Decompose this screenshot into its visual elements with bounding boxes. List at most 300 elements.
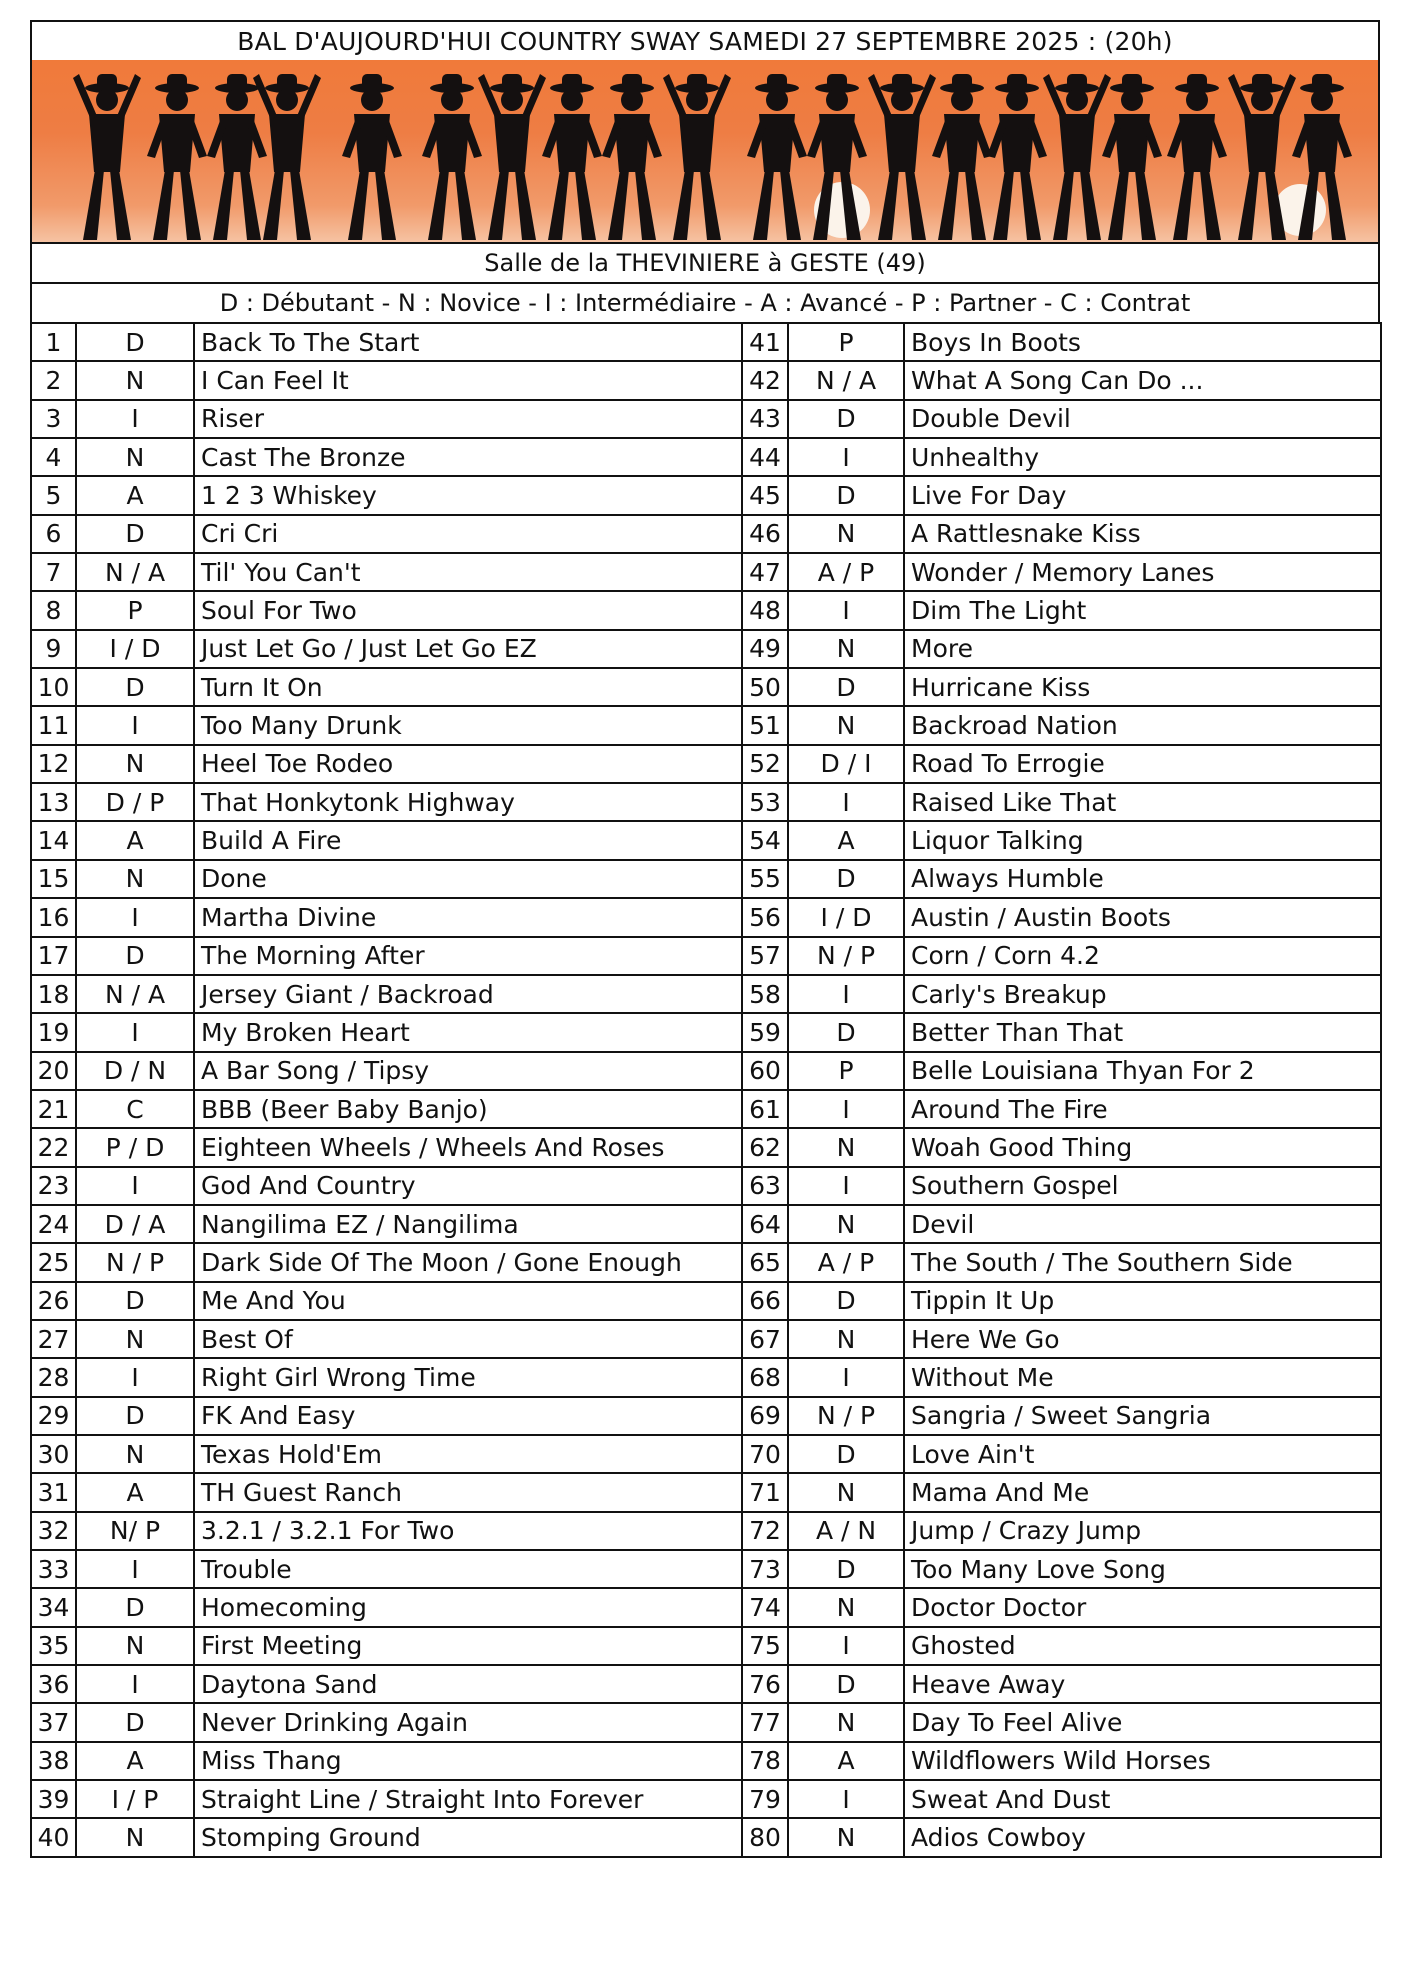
dance-number: 17 xyxy=(31,937,76,975)
table-row xyxy=(31,1550,1381,1588)
dance-number: 16 xyxy=(31,898,76,936)
dance-number: 35 xyxy=(31,1627,76,1665)
dance-title: God And Country xyxy=(194,1167,742,1205)
dance-title: Too Many Drunk xyxy=(194,706,742,744)
dance-level: D xyxy=(788,860,904,898)
dance-number: 60 xyxy=(742,1052,788,1090)
dance-level: I / D xyxy=(76,630,194,668)
dance-title: Martha Divine xyxy=(194,898,742,936)
dancer-silhouette-icon xyxy=(1043,74,1111,240)
dance-number: 77 xyxy=(742,1703,788,1741)
dance-level: N xyxy=(76,438,194,476)
dance-number: 19 xyxy=(31,1013,76,1051)
table-row xyxy=(31,668,1381,706)
dancer-silhouette-icon xyxy=(478,74,546,240)
dance-number: 32 xyxy=(31,1512,76,1550)
dance-title: The South / The Southern Side xyxy=(904,1243,1381,1281)
dance-level: I xyxy=(76,898,194,936)
dance-level: I xyxy=(76,1013,194,1051)
table-row xyxy=(31,1435,1381,1473)
dance-level: D xyxy=(76,1703,194,1741)
dance-title: Heel Toe Rodeo xyxy=(194,745,742,783)
dance-title: Til' You Can't xyxy=(194,553,742,591)
dance-level: N xyxy=(788,515,904,553)
dance-number: 13 xyxy=(31,783,76,821)
dance-number: 56 xyxy=(742,898,788,936)
table-row xyxy=(31,1703,1381,1741)
table-row xyxy=(31,1128,1381,1166)
dance-number: 74 xyxy=(742,1588,788,1626)
dance-level: I xyxy=(788,975,904,1013)
dance-title: Sangria / Sweet Sangria xyxy=(904,1397,1381,1435)
dance-level: N / A xyxy=(76,975,194,1013)
dance-title: Tippin It Up xyxy=(904,1282,1381,1320)
table-row xyxy=(31,361,1381,399)
banner xyxy=(30,60,1380,242)
dance-number: 73 xyxy=(742,1550,788,1588)
dance-number: 26 xyxy=(31,1282,76,1320)
table-row xyxy=(31,1167,1381,1205)
dance-number: 63 xyxy=(742,1167,788,1205)
dancer-silhouette-icon xyxy=(602,74,662,240)
dance-level: D xyxy=(76,323,194,361)
dance-level: D xyxy=(788,668,904,706)
dance-number: 38 xyxy=(31,1742,76,1780)
table-row xyxy=(31,1512,1381,1550)
table-row xyxy=(31,860,1381,898)
dance-number: 37 xyxy=(31,1703,76,1741)
dance-level: I xyxy=(788,438,904,476)
dance-level: N xyxy=(788,1588,904,1626)
dancer-silhouette-icon xyxy=(542,74,602,240)
dance-title: Carly's Breakup xyxy=(904,975,1381,1013)
dance-level: I xyxy=(788,783,904,821)
dance-title: Boys In Boots xyxy=(904,323,1381,361)
dance-number: 66 xyxy=(742,1282,788,1320)
dancer-silhouette-icon xyxy=(1102,74,1162,240)
dance-title: Me And You xyxy=(194,1282,742,1320)
dance-number: 31 xyxy=(31,1473,76,1511)
dance-number: 4 xyxy=(31,438,76,476)
dance-title: Wonder / Memory Lanes xyxy=(904,553,1381,591)
dance-level: N xyxy=(76,1320,194,1358)
table-row xyxy=(31,1013,1381,1051)
dance-number: 72 xyxy=(742,1512,788,1550)
dancer-silhouette-icon xyxy=(422,74,482,240)
dance-level: N xyxy=(788,1128,904,1166)
dancer-silhouette-icon xyxy=(747,74,807,240)
dance-level: N xyxy=(788,1703,904,1741)
dance-level: N xyxy=(76,1627,194,1665)
dance-list-sheet xyxy=(30,20,1380,1858)
dance-number: 3 xyxy=(31,400,76,438)
dance-title: Nangilima EZ / Nangilima xyxy=(194,1205,742,1243)
dancer-silhouette-icon xyxy=(342,74,402,240)
table-row xyxy=(31,1588,1381,1626)
dance-level: I xyxy=(76,1550,194,1588)
table-row xyxy=(31,1320,1381,1358)
dance-level: N / P xyxy=(788,1397,904,1435)
dance-number: 71 xyxy=(742,1473,788,1511)
table-row xyxy=(31,1205,1381,1243)
table-row xyxy=(31,1627,1381,1665)
dance-number: 28 xyxy=(31,1358,76,1396)
dance-title: Dark Side Of The Moon / Gone Enough xyxy=(194,1243,742,1281)
table-row xyxy=(31,438,1381,476)
dance-number: 33 xyxy=(31,1550,76,1588)
dance-title: Best Of xyxy=(194,1320,742,1358)
dance-title: Cri Cri xyxy=(194,515,742,553)
dance-level: I xyxy=(788,1627,904,1665)
dance-title: TH Guest Ranch xyxy=(194,1473,742,1511)
table-row xyxy=(31,1818,1381,1856)
dance-level: P xyxy=(76,591,194,629)
dance-title: Liquor Talking xyxy=(904,821,1381,859)
dance-level: D xyxy=(76,1397,194,1435)
dance-level: I xyxy=(788,1167,904,1205)
dance-level: D xyxy=(76,1588,194,1626)
dance-title: Riser xyxy=(194,400,742,438)
dancer-silhouette-icon xyxy=(147,74,207,240)
dance-level: A xyxy=(788,821,904,859)
dance-number: 36 xyxy=(31,1665,76,1703)
dance-number: 25 xyxy=(31,1243,76,1281)
dance-number: 18 xyxy=(31,975,76,1013)
dance-title: Back To The Start xyxy=(194,323,742,361)
dance-number: 8 xyxy=(31,591,76,629)
dance-table xyxy=(30,322,1382,1858)
table-row xyxy=(31,1742,1381,1780)
dance-number: 80 xyxy=(742,1818,788,1856)
dance-number: 2 xyxy=(31,361,76,399)
dance-title: Done xyxy=(194,860,742,898)
dance-level: I xyxy=(76,1665,194,1703)
dance-title: Right Girl Wrong Time xyxy=(194,1358,742,1396)
dance-title: My Broken Heart xyxy=(194,1013,742,1051)
dance-number: 12 xyxy=(31,745,76,783)
dance-level: I xyxy=(76,400,194,438)
dance-title: Heave Away xyxy=(904,1665,1381,1703)
dance-number: 58 xyxy=(742,975,788,1013)
dance-number: 14 xyxy=(31,821,76,859)
dance-title: What A Song Can Do ... xyxy=(904,361,1381,399)
dance-level: A xyxy=(76,821,194,859)
dance-level: N / P xyxy=(788,937,904,975)
dance-number: 7 xyxy=(31,553,76,591)
dance-level: A / N xyxy=(788,1512,904,1550)
dance-number: 53 xyxy=(742,783,788,821)
dance-title: FK And Easy xyxy=(194,1397,742,1435)
dance-title: Doctor Doctor xyxy=(904,1588,1381,1626)
dance-level: N xyxy=(76,361,194,399)
dance-number: 68 xyxy=(742,1358,788,1396)
dance-level: I xyxy=(76,706,194,744)
dance-level: N/ P xyxy=(76,1512,194,1550)
dance-number: 75 xyxy=(742,1627,788,1665)
dance-level: I xyxy=(788,1358,904,1396)
dance-number: 24 xyxy=(31,1205,76,1243)
dance-level: N xyxy=(788,1205,904,1243)
dancer-silhouette-icon xyxy=(932,74,992,240)
dancer-silhouette-icon xyxy=(663,74,731,240)
dance-level: I xyxy=(788,1780,904,1818)
table-row xyxy=(31,1358,1381,1396)
dance-title: I Can Feel It xyxy=(194,361,742,399)
table-row xyxy=(31,821,1381,859)
table-row xyxy=(31,400,1381,438)
dance-level: A xyxy=(788,1742,904,1780)
dance-level: N xyxy=(788,630,904,668)
dance-title: Wildflowers Wild Horses xyxy=(904,1742,1381,1780)
dance-title: Southern Gospel xyxy=(904,1167,1381,1205)
dancers-group xyxy=(73,74,1352,240)
dance-number: 5 xyxy=(31,476,76,514)
dance-level: D xyxy=(788,1013,904,1051)
dance-title: The Morning After xyxy=(194,937,742,975)
dance-number: 34 xyxy=(31,1588,76,1626)
dance-title: First Meeting xyxy=(194,1627,742,1665)
dance-number: 46 xyxy=(742,515,788,553)
dance-title: Stomping Ground xyxy=(194,1818,742,1856)
dance-level: N xyxy=(76,1435,194,1473)
dance-level: N xyxy=(788,1473,904,1511)
dance-number: 29 xyxy=(31,1397,76,1435)
table-row xyxy=(31,1243,1381,1281)
table-row xyxy=(31,476,1381,514)
dance-level: N xyxy=(76,860,194,898)
dance-level: D xyxy=(76,1282,194,1320)
dance-level: P xyxy=(788,1052,904,1090)
dance-number: 42 xyxy=(742,361,788,399)
dance-number: 52 xyxy=(742,745,788,783)
dance-title: Without Me xyxy=(904,1358,1381,1396)
dance-table-body xyxy=(31,323,1381,1857)
dance-number: 78 xyxy=(742,1742,788,1780)
dance-title: Miss Thang xyxy=(194,1742,742,1780)
dance-level: N / P xyxy=(76,1243,194,1281)
dance-level: D xyxy=(788,1550,904,1588)
dance-title: Dim The Light xyxy=(904,591,1381,629)
table-row xyxy=(31,630,1381,668)
table-row xyxy=(31,1780,1381,1818)
dance-number: 76 xyxy=(742,1665,788,1703)
dancer-silhouette-icon xyxy=(868,74,936,240)
dance-title: More xyxy=(904,630,1381,668)
dance-number: 65 xyxy=(742,1243,788,1281)
dance-title: Trouble xyxy=(194,1550,742,1588)
table-row xyxy=(31,1397,1381,1435)
dancer-silhouette-icon xyxy=(207,74,267,240)
dance-title: Better Than That xyxy=(904,1013,1381,1051)
table-row xyxy=(31,553,1381,591)
dancer-silhouette-icon xyxy=(73,74,141,240)
dance-level: D / A xyxy=(76,1205,194,1243)
table-row xyxy=(31,591,1381,629)
table-row xyxy=(31,937,1381,975)
dance-number: 11 xyxy=(31,706,76,744)
dance-number: 9 xyxy=(31,630,76,668)
dance-level: N xyxy=(788,1818,904,1856)
venue-line: Salle de la THEVINIERE à GESTE (49) xyxy=(30,242,1380,282)
table-row xyxy=(31,323,1381,361)
dance-number: 69 xyxy=(742,1397,788,1435)
dance-number: 49 xyxy=(742,630,788,668)
dance-title: Raised Like That xyxy=(904,783,1381,821)
dance-title: Live For Day xyxy=(904,476,1381,514)
dance-number: 22 xyxy=(31,1128,76,1166)
dance-level: D xyxy=(788,1435,904,1473)
dancer-silhouette-icon xyxy=(987,74,1047,240)
dance-level: A / P xyxy=(788,1243,904,1281)
dance-title: Build A Fire xyxy=(194,821,742,859)
dance-number: 40 xyxy=(31,1818,76,1856)
dance-level: A / P xyxy=(788,553,904,591)
page-title: BAL D'AUJOURD'HUI COUNTRY SWAY SAMEDI 27 SEPTEMBRE 2025 : (20h) xyxy=(30,20,1380,60)
dance-number: 55 xyxy=(742,860,788,898)
dance-number: 54 xyxy=(742,821,788,859)
table-row xyxy=(31,898,1381,936)
dance-level: D xyxy=(76,668,194,706)
dance-title: Unhealthy xyxy=(904,438,1381,476)
dance-level: N xyxy=(788,1320,904,1358)
dance-level: N / A xyxy=(76,553,194,591)
dance-title: Day To Feel Alive xyxy=(904,1703,1381,1741)
dance-level: D xyxy=(788,1282,904,1320)
dance-number: 62 xyxy=(742,1128,788,1166)
dance-number: 44 xyxy=(742,438,788,476)
dance-number: 59 xyxy=(742,1013,788,1051)
dance-title: Hurricane Kiss xyxy=(904,668,1381,706)
dance-number: 45 xyxy=(742,476,788,514)
table-row xyxy=(31,515,1381,553)
dance-number: 79 xyxy=(742,1780,788,1818)
dance-number: 47 xyxy=(742,553,788,591)
dance-level: I xyxy=(788,1090,904,1128)
dance-number: 6 xyxy=(31,515,76,553)
dance-title: Eighteen Wheels / Wheels And Roses xyxy=(194,1128,742,1166)
dance-level: I / D xyxy=(788,898,904,936)
table-row xyxy=(31,745,1381,783)
dance-number: 57 xyxy=(742,937,788,975)
dance-title: 3.2.1 / 3.2.1 For Two xyxy=(194,1512,742,1550)
dance-level: I xyxy=(788,591,904,629)
dance-number: 48 xyxy=(742,591,788,629)
dance-title: Woah Good Thing xyxy=(904,1128,1381,1166)
dancer-silhouette-icon xyxy=(1167,74,1227,240)
dance-level: N xyxy=(76,1818,194,1856)
dance-number: 21 xyxy=(31,1090,76,1128)
dance-title: Backroad Nation xyxy=(904,706,1381,744)
dance-number: 10 xyxy=(31,668,76,706)
dance-level: A xyxy=(76,1742,194,1780)
dance-level: P xyxy=(788,323,904,361)
dance-number: 51 xyxy=(742,706,788,744)
dance-title: Daytona Sand xyxy=(194,1665,742,1703)
dance-number: 23 xyxy=(31,1167,76,1205)
dance-number: 50 xyxy=(742,668,788,706)
line-dancers-silhouettes-icon xyxy=(32,60,1380,242)
dance-title: Belle Louisiana Thyan For 2 xyxy=(904,1052,1381,1090)
dance-title: Never Drinking Again xyxy=(194,1703,742,1741)
dance-title: Jump / Crazy Jump xyxy=(904,1512,1381,1550)
level-legend: D : Débutant - N : Novice - I : Intermédiaire - A : Avancé - P : Partner - C : Contrat xyxy=(30,282,1380,322)
table-row xyxy=(31,975,1381,1013)
dance-title: Straight Line / Straight Into Forever xyxy=(194,1780,742,1818)
dance-title: Mama And Me xyxy=(904,1473,1381,1511)
dance-number: 67 xyxy=(742,1320,788,1358)
dance-level: I xyxy=(76,1167,194,1205)
dance-number: 30 xyxy=(31,1435,76,1473)
dance-title: Texas Hold'Em xyxy=(194,1435,742,1473)
dance-title: Just Let Go / Just Let Go EZ xyxy=(194,630,742,668)
dance-number: 39 xyxy=(31,1780,76,1818)
table-row xyxy=(31,1282,1381,1320)
dance-title: A Bar Song / Tipsy xyxy=(194,1052,742,1090)
dance-level: I / P xyxy=(76,1780,194,1818)
dance-level: C xyxy=(76,1090,194,1128)
table-row xyxy=(31,783,1381,821)
dance-level: A xyxy=(76,1473,194,1511)
dance-title: Here We Go xyxy=(904,1320,1381,1358)
table-row xyxy=(31,1473,1381,1511)
dance-level: N xyxy=(76,745,194,783)
dance-title: Too Many Love Song xyxy=(904,1550,1381,1588)
dance-title: Sweat And Dust xyxy=(904,1780,1381,1818)
dance-title: A Rattlesnake Kiss xyxy=(904,515,1381,553)
dance-title: 1 2 3 Whiskey xyxy=(194,476,742,514)
dance-title: Cast The Bronze xyxy=(194,438,742,476)
dance-title: Austin / Austin Boots xyxy=(904,898,1381,936)
dance-number: 64 xyxy=(742,1205,788,1243)
dance-level: D xyxy=(788,476,904,514)
dance-level: D / P xyxy=(76,783,194,821)
dance-number: 20 xyxy=(31,1052,76,1090)
dance-number: 41 xyxy=(742,323,788,361)
dance-title: That Honkytonk Highway xyxy=(194,783,742,821)
dance-title: BBB (Beer Baby Banjo) xyxy=(194,1090,742,1128)
dance-level: A xyxy=(76,476,194,514)
dance-title: Homecoming xyxy=(194,1588,742,1626)
table-row xyxy=(31,1090,1381,1128)
dance-title: Love Ain't xyxy=(904,1435,1381,1473)
dance-title: Adios Cowboy xyxy=(904,1818,1381,1856)
dance-title: Always Humble xyxy=(904,860,1381,898)
dance-level: P / D xyxy=(76,1128,194,1166)
table-row xyxy=(31,1665,1381,1703)
dancer-silhouette-icon xyxy=(253,74,321,240)
dance-number: 1 xyxy=(31,323,76,361)
dance-title: Soul For Two xyxy=(194,591,742,629)
table-row xyxy=(31,1052,1381,1090)
dance-level: D xyxy=(788,400,904,438)
dance-title: Around The Fire xyxy=(904,1090,1381,1128)
dance-level: N / A xyxy=(788,361,904,399)
dance-level: D / I xyxy=(788,745,904,783)
dance-number: 27 xyxy=(31,1320,76,1358)
dance-level: I xyxy=(76,1358,194,1396)
dance-title: Jersey Giant / Backroad xyxy=(194,975,742,1013)
dance-number: 70 xyxy=(742,1435,788,1473)
dance-level: D xyxy=(76,937,194,975)
dance-number: 61 xyxy=(742,1090,788,1128)
dance-title: Corn / Corn 4.2 xyxy=(904,937,1381,975)
dance-title: Devil xyxy=(904,1205,1381,1243)
dance-title: Double Devil xyxy=(904,400,1381,438)
dance-title: Road To Errogie xyxy=(904,745,1381,783)
dance-title: Turn It On xyxy=(194,668,742,706)
dance-level: D xyxy=(76,515,194,553)
table-row xyxy=(31,706,1381,744)
